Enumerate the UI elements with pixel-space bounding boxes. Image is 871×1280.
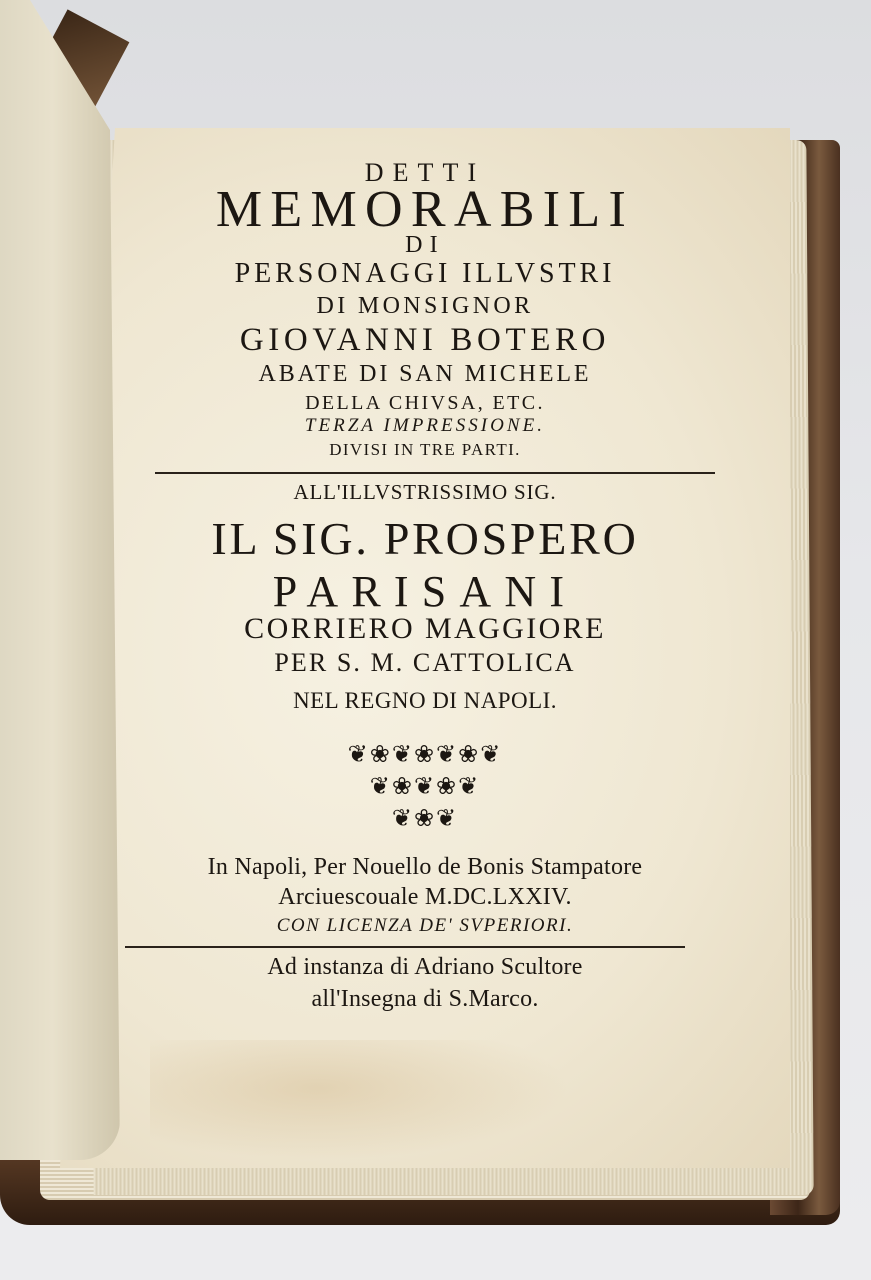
- printer-ornament-row-1: ❦❀❦❀❦❀❦: [347, 740, 503, 768]
- imprint-line-3: CON LICENZA DE' SVPERIORI.: [276, 915, 574, 936]
- rule-2: [125, 946, 685, 948]
- parts-line: DIVISI IN TRE PARTI.: [329, 440, 521, 459]
- printer-ornament-row-3: ❦❀❦: [391, 804, 459, 832]
- imprint-line-1: In Napoli, Per Nouello de Bonis Stampatore: [207, 854, 643, 880]
- rule-1: [155, 472, 715, 474]
- edition-line: TERZA IMPRESSIONE.: [304, 415, 546, 436]
- author-name: GIOVANNI BOTERO: [239, 322, 611, 358]
- author-title: ABATE DI SAN MICHELE: [258, 361, 592, 387]
- title-line-detti: DETTI: [364, 158, 486, 187]
- author-title-2: DELLA CHIVSA, ETC.: [305, 392, 545, 414]
- dedication-line-1: ALL'ILLVSTRISSIMO SIG.: [293, 480, 557, 504]
- imprint-line-4: Ad instanza di Adriano Scultore: [267, 954, 583, 980]
- dedication-line-4: CORRIERO MAGGIORE: [244, 612, 606, 645]
- dedication-line-5: PER S. M. CATTOLICA: [274, 648, 576, 677]
- imprint-line-5: all'Insegna di S.Marco.: [311, 986, 539, 1012]
- title-page-text: [60, 0, 790, 1100]
- dedication-line-2: IL SIG. PROSPERO: [211, 513, 639, 564]
- dedication-line-3: PARISANI: [272, 567, 578, 616]
- printer-ornament-row-2: ❦❀❦❀❦: [369, 772, 481, 800]
- title-line-monsignor: DI MONSIGNOR: [316, 293, 534, 319]
- title-line-personaggi: PERSONAGGI ILLVSTRI: [234, 258, 616, 289]
- title-line-memorabili: MEMORABILI: [215, 181, 635, 238]
- title-line-di: DI: [405, 232, 445, 258]
- imprint-line-2: Arciuescouale M.DC.LXXIV.: [278, 884, 572, 910]
- dedication-line-6: NEL REGNO DI NAPOLI.: [293, 688, 557, 713]
